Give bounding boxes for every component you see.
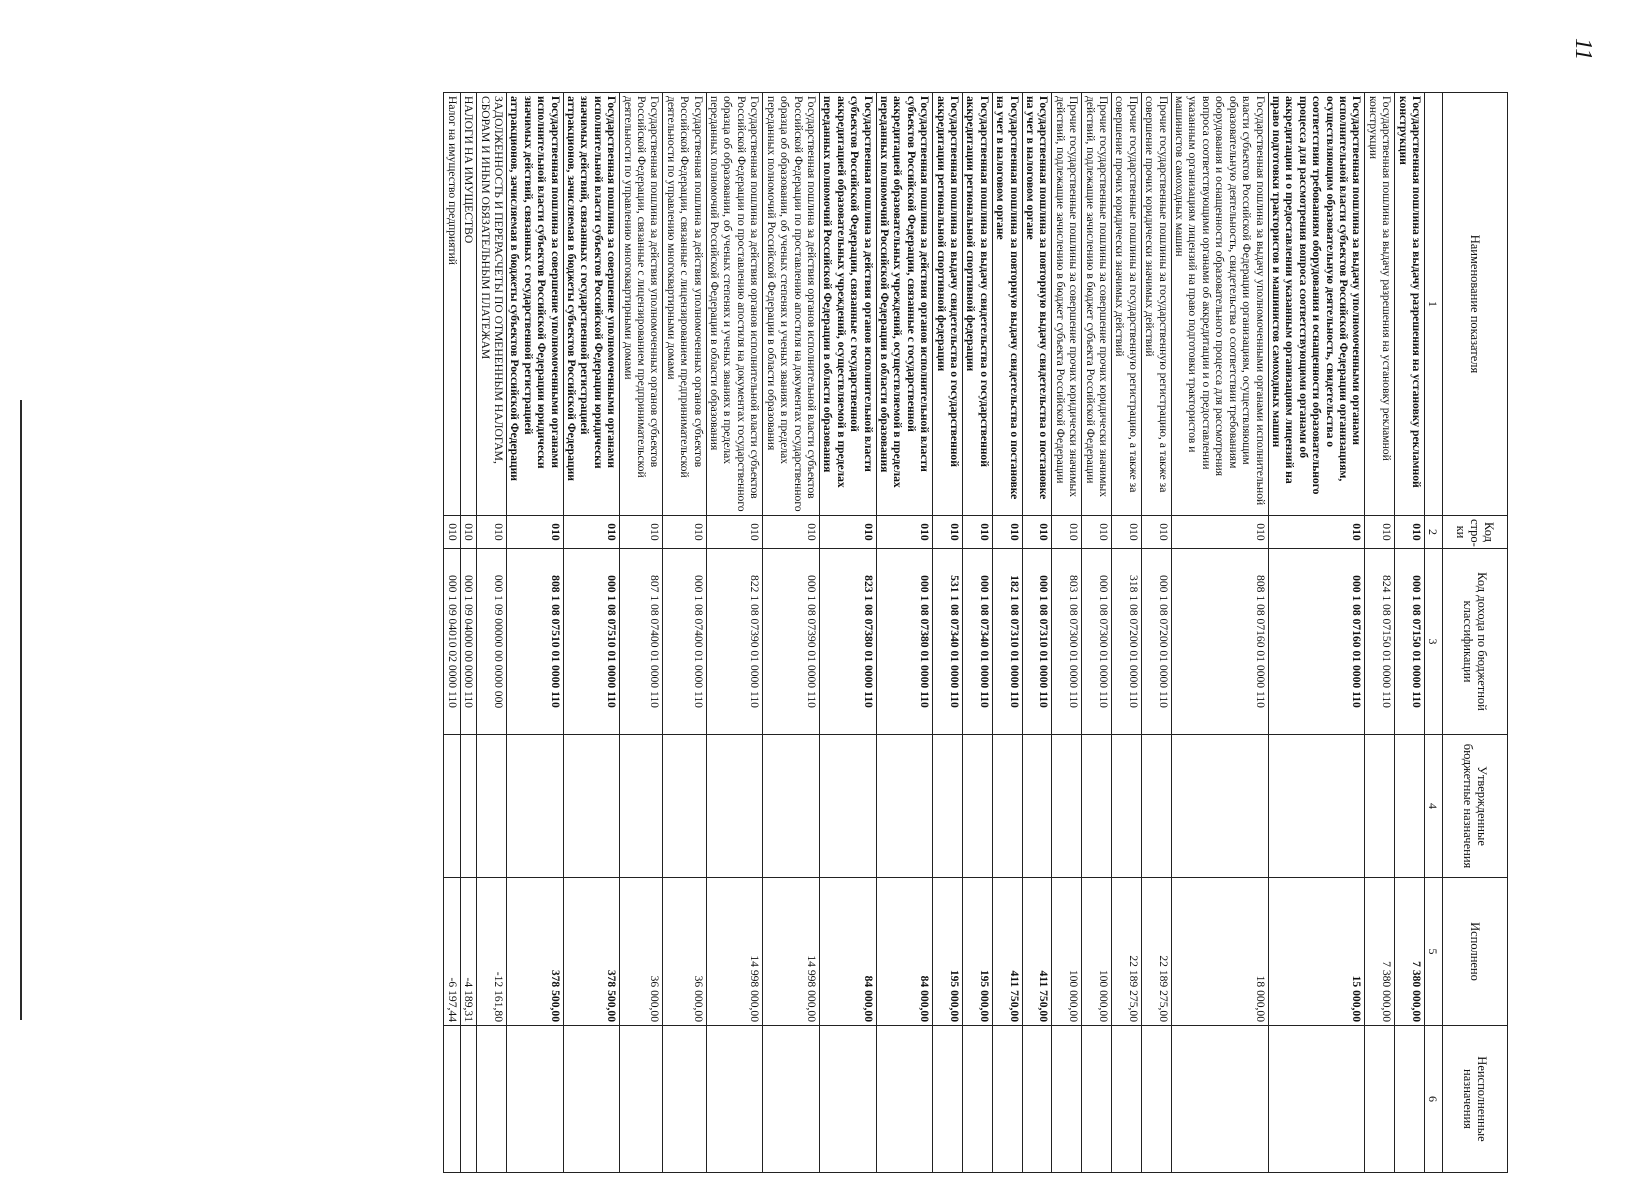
- table-body: [444, 93, 1425, 1173]
- row-line-code: 010: [507, 516, 564, 549]
- table-row: [1395, 93, 1425, 1173]
- table-row: [763, 93, 820, 1173]
- row-unexecuted: [992, 1026, 1022, 1173]
- row-unexecuted: [933, 1026, 963, 1173]
- row-approved: [1112, 735, 1142, 878]
- row-kbk: 822 1 08 07390 01 0000 110: [706, 549, 763, 735]
- row-executed: 7 380 000,00: [1365, 878, 1395, 1026]
- row-name: Государственная пошлина за выдачу уполномоченными органами исполнительной власти субъектов Российской Федерации организациям, осуществляющим образовательную деятельность, свидетельства о соответствии требованиям оборудования и оснащенности образовательного процесса для рассмотрения вопроса соответствующими органами об аккредитации и о предоставлении указанным организациям лицензий на право подготовки трактористов и машинистов самоходных машин: [1171, 93, 1268, 516]
- row-line-code: 010: [763, 516, 820, 549]
- row-kbk: 531 1 08 07340 01 0000 110: [933, 549, 963, 735]
- row-unexecuted: [563, 1026, 620, 1173]
- row-unexecuted: [1022, 1026, 1052, 1173]
- row-kbk: 182 1 08 07310 01 0000 110: [992, 549, 1022, 735]
- row-kbk: 807 1 08 07400 01 0000 110: [620, 549, 663, 735]
- page-number: 11: [1570, 38, 1596, 61]
- row-unexecuted: [963, 1026, 993, 1173]
- header-unexecuted: Неисполненные назначения: [1443, 1026, 1508, 1173]
- header-row: [1443, 93, 1508, 1173]
- row-approved: [507, 735, 564, 878]
- row-unexecuted: [1052, 1026, 1082, 1173]
- row-kbk: 000 1 08 07380 01 0000 110: [876, 549, 933, 735]
- row-name: Государственная пошлина за совершение уполномоченными органами исполнительной власти субъектов Российской Федерации юридически значимых действий, связанных с государственной регистрацией аттракционов, зачисляемая в бюджеты субъектов Российской Федерации: [507, 93, 564, 516]
- rotated-page: [122, 92, 1508, 1172]
- row-executed: 100 000,00: [1082, 878, 1112, 1026]
- row-executed: 18 000,00: [1171, 878, 1268, 1026]
- row-approved: [1141, 735, 1171, 878]
- table-row: [1141, 93, 1171, 1173]
- header-approved: Утвержденные бюджетные назначения: [1443, 735, 1508, 878]
- row-approved: [992, 735, 1022, 878]
- row-kbk: 000 1 09 04010 02 0000 110: [444, 549, 460, 735]
- table-row: [1082, 93, 1112, 1173]
- table-row: [1112, 93, 1142, 1173]
- row-kbk: 000 1 08 07390 01 0000 110: [763, 549, 820, 735]
- row-kbk: 823 1 08 07380 01 0000 110: [819, 549, 876, 735]
- row-kbk: 000 1 08 07200 01 0000 110: [1141, 549, 1171, 735]
- row-line-code: 010: [444, 516, 460, 549]
- row-line-code: 010: [1022, 516, 1052, 549]
- row-executed: 22 189 275,00: [1141, 878, 1171, 1026]
- row-approved: [1171, 735, 1268, 878]
- row-unexecuted: [663, 1026, 706, 1173]
- table-row: [933, 93, 963, 1173]
- row-unexecuted: [620, 1026, 663, 1173]
- column-number-row: [1425, 93, 1443, 1173]
- row-name: Государственная пошлина за повторную выдачу свидетельства о постановке на учет в налоговом органе: [992, 93, 1022, 516]
- row-name: Налог на имущество предприятий: [444, 93, 460, 516]
- row-executed: 378 500,00: [507, 878, 564, 1026]
- row-kbk: 000 1 08 07510 01 0000 110: [563, 549, 620, 735]
- row-name: Государственная пошлина за выдачу уполномоченными органами исполнительной власти субъектов Российской Федерации организациям, осуществляющим образовательную деятельность, свидетельства о соответствии требованиям оборудования и оснащенности образовательного процесса для рассмотрения вопроса соответствующими органами об аккредитации и о предоставлении указанным организациям лицензий на право подготовки трактористов и машинистов самоходных машин: [1268, 93, 1365, 516]
- row-unexecuted: [460, 1026, 476, 1173]
- table-row: [1365, 93, 1395, 1173]
- table-row: [1268, 93, 1365, 1173]
- row-approved: [933, 735, 963, 878]
- row-line-code: 010: [819, 516, 876, 549]
- row-approved: [876, 735, 933, 878]
- row-executed: 84 000,00: [819, 878, 876, 1026]
- row-name: Государственная пошлина за действия уполномоченных органов субъектов Российской Федерации, связанные с лицензированием предпринимательской деятельности по управлению многоквартирными домами: [663, 93, 706, 516]
- row-approved: [477, 735, 507, 878]
- row-kbk: 824 1 08 07150 01 0000 110: [1365, 549, 1395, 735]
- row-line-code: 010: [477, 516, 507, 549]
- row-line-code: 010: [563, 516, 620, 549]
- row-executed: 195 000,00: [963, 878, 993, 1026]
- row-name: Государственная пошлина за выдачу разрешения на установку рекламной конструкции: [1365, 93, 1395, 516]
- row-kbk: 000 1 09 00000 00 0000 000: [477, 549, 507, 735]
- row-executed: 14 998 000,00: [763, 878, 820, 1026]
- row-name: Прочие государственные пошлины за государственную регистрацию, а также за совершение прочих юридически значимых действий: [1141, 93, 1171, 516]
- column-number: 4: [1425, 735, 1443, 878]
- row-unexecuted: [1112, 1026, 1142, 1173]
- row-approved: [1268, 735, 1365, 878]
- row-executed: 378 500,00: [563, 878, 620, 1026]
- row-line-code: 010: [1141, 516, 1171, 549]
- row-kbk: 318 1 08 07200 01 0000 110: [1112, 549, 1142, 735]
- row-executed: -4 189,31: [460, 878, 476, 1026]
- row-name: Государственная пошлина за действия органов исполнительной власти субъектов Российской Федерации по проставлению апостиля на документах государственного образца об образовании, об ученых степенях и ученых званиях в пределах переданных полномочий Российской Федерации в области образования: [763, 93, 820, 516]
- row-unexecuted: [1365, 1026, 1395, 1173]
- row-kbk: 000 1 08 07300 01 0000 110: [1082, 549, 1112, 735]
- row-kbk: 000 1 08 07310 01 0000 110: [1022, 549, 1052, 735]
- row-executed: 22 189 275,00: [1112, 878, 1142, 1026]
- table-row: [876, 93, 933, 1173]
- row-approved: [1082, 735, 1112, 878]
- table-row: [477, 93, 507, 1173]
- row-approved: [1395, 735, 1425, 878]
- row-executed: 411 750,00: [992, 878, 1022, 1026]
- row-kbk: 000 1 08 07160 01 0000 110: [1268, 549, 1365, 735]
- table-row: [819, 93, 876, 1173]
- table-row: [663, 93, 706, 1173]
- row-line-code: 010: [663, 516, 706, 549]
- row-approved: [706, 735, 763, 878]
- row-approved: [819, 735, 876, 878]
- row-name: Государственная пошлина за действия органов исполнительной власти субъектов Российской Федерации, связанные с государственной аккредитацией образовательных учреждений, осуществляемой в пределах переданных полномочий Российской Федерации в области образования: [876, 93, 933, 516]
- row-unexecuted: [1268, 1026, 1365, 1173]
- row-executed: 36 000,00: [620, 878, 663, 1026]
- row-line-code: 010: [1082, 516, 1112, 549]
- row-line-code: 010: [1365, 516, 1395, 549]
- row-kbk: 000 1 09 04000 00 0000 110: [460, 549, 476, 735]
- table-row: [1171, 93, 1268, 1173]
- row-name: Государственная пошлина за действия органов исполнительной власти субъектов Российской Федерации по проставлению апостиля на документах государственного образца об образовании, об ученых степенях и ученых званиях в пределах переданных полномочий Российской Федерации в области образования: [706, 93, 763, 516]
- row-line-code: 010: [963, 516, 993, 549]
- row-name: Государственная пошлина за выдачу разрешения на установку рекламной конструкции: [1395, 93, 1425, 516]
- table-row: [1052, 93, 1082, 1173]
- table-row: [1022, 93, 1052, 1173]
- column-number: 5: [1425, 878, 1443, 1026]
- row-unexecuted: [876, 1026, 933, 1173]
- table-row: [706, 93, 763, 1173]
- row-unexecuted: [1082, 1026, 1112, 1173]
- row-approved: [620, 735, 663, 878]
- row-unexecuted: [1141, 1026, 1171, 1173]
- row-approved: [444, 735, 460, 878]
- row-executed: 84 000,00: [876, 878, 933, 1026]
- scan-edge-line: [20, 400, 22, 1020]
- row-line-code: 010: [1112, 516, 1142, 549]
- row-name: Государственная пошлина за повторную выдачу свидетельства о постановке на учет в налоговом органе: [1022, 93, 1052, 516]
- row-kbk: 803 1 08 07300 01 0000 110: [1052, 549, 1082, 735]
- row-line-code: 010: [992, 516, 1022, 549]
- row-kbk: 000 1 08 07400 01 0000 110: [663, 549, 706, 735]
- row-kbk: 808 1 08 07510 01 0000 110: [507, 549, 564, 735]
- row-unexecuted: [1171, 1026, 1268, 1173]
- table-row: [444, 93, 460, 1173]
- row-line-code: 010: [1395, 516, 1425, 549]
- table-row: [992, 93, 1022, 1173]
- table-row: [963, 93, 993, 1173]
- row-executed: 15 000,00: [1268, 878, 1365, 1026]
- row-kbk: 000 1 08 07340 01 0000 110: [963, 549, 993, 735]
- row-line-code: 010: [1268, 516, 1365, 549]
- row-name: Государственная пошлина за действия органов исполнительной власти субъектов Российской Федерации, связанные с государственной аккредитацией образовательных учреждений, осуществляемой в пределах переданных полномочий Российской Федерации в области образования: [819, 93, 876, 516]
- row-name: Государственная пошлина за совершение уполномоченными органами исполнительной власти субъектов Российской Федерации юридически значимых действий, связанных с государственной регистрацией аттракционов, зачисляемая в бюджеты субъектов Российской Федерации: [563, 93, 620, 516]
- row-unexecuted: [477, 1026, 507, 1173]
- row-unexecuted: [819, 1026, 876, 1173]
- table-row: [460, 93, 476, 1173]
- row-executed: 36 000,00: [663, 878, 706, 1026]
- row-line-code: 010: [706, 516, 763, 549]
- row-unexecuted: [507, 1026, 564, 1173]
- row-name: Государственная пошлина за выдачу свидетельства о государственной аккредитации региональной спортивной федерации: [933, 93, 963, 516]
- row-unexecuted: [1395, 1026, 1425, 1173]
- row-approved: [563, 735, 620, 878]
- row-executed: -12 161,80: [477, 878, 507, 1026]
- header-kbk: Код дохода по бюджетной классификации: [1443, 549, 1508, 735]
- header-executed: Исполнено: [1443, 878, 1508, 1026]
- header-name: Наименование показателя: [1443, 93, 1508, 516]
- row-unexecuted: [444, 1026, 460, 1173]
- row-unexecuted: [706, 1026, 763, 1173]
- row-name: НАЛОГИ НА ИМУЩЕСТВО: [460, 93, 476, 516]
- row-line-code: 010: [1171, 516, 1268, 549]
- row-name: Прочие государственные пошлины за совершение прочих юридически значимых действий, подлежащие зачислению в бюджет субъекта Российской Федерации: [1052, 93, 1082, 516]
- column-number: 6: [1425, 1026, 1443, 1173]
- row-approved: [763, 735, 820, 878]
- row-line-code: 010: [933, 516, 963, 549]
- row-approved: [1052, 735, 1082, 878]
- row-kbk: 000 1 08 07150 01 0000 110: [1395, 549, 1425, 735]
- row-line-code: 010: [620, 516, 663, 549]
- row-approved: [963, 735, 993, 878]
- row-line-code: 010: [1052, 516, 1082, 549]
- row-line-code: 010: [876, 516, 933, 549]
- row-approved: [663, 735, 706, 878]
- column-number: 2: [1425, 516, 1443, 549]
- column-number: 3: [1425, 549, 1443, 735]
- table-row: [507, 93, 564, 1173]
- row-name: Прочие государственные пошлины за государственную регистрацию, а также за совершение прочих юридически значимых действий: [1112, 93, 1142, 516]
- row-name: Государственная пошлина за действия уполномоченных органов субъектов Российской Федерации, связанные с лицензированием предпринимательской деятельности по управлению многоквартирными домами: [620, 93, 663, 516]
- row-executed: 411 750,00: [1022, 878, 1052, 1026]
- row-executed: -6 197,44: [444, 878, 460, 1026]
- header-line-code: Код стро-ки: [1443, 516, 1508, 549]
- table-row: [620, 93, 663, 1173]
- row-executed: 195 000,00: [933, 878, 963, 1026]
- column-number: 1: [1425, 93, 1443, 516]
- row-kbk: 808 1 08 07160 01 0000 110: [1171, 549, 1268, 735]
- row-approved: [460, 735, 476, 878]
- row-executed: 7 380 000,00: [1395, 878, 1425, 1026]
- table-row: [563, 93, 620, 1173]
- budget-execution-table: [443, 92, 1508, 1173]
- row-approved: [1022, 735, 1052, 878]
- row-name: Прочие государственные пошлины за совершение прочих юридически значимых действий, подлежащие зачислению в бюджет субъекта Российской Федерации: [1082, 93, 1112, 516]
- row-executed: 100 000,00: [1052, 878, 1082, 1026]
- row-line-code: 010: [460, 516, 476, 549]
- row-name: Государственная пошлина за выдачу свидетельства о государственной аккредитации региональной спортивной федерации: [963, 93, 993, 516]
- row-executed: 14 998 000,00: [706, 878, 763, 1026]
- row-unexecuted: [763, 1026, 820, 1173]
- row-approved: [1365, 735, 1395, 878]
- row-name: ЗАДОЛЖЕННОСТЬ И ПЕРЕРАСЧЕТЫ ПО ОТМЕНЕННЫМ НАЛОГАМ, СБОРАМ И ИНЫМ ОБЯЗАТЕЛЬНЫМ ПЛАТЕЖАМ: [477, 93, 507, 516]
